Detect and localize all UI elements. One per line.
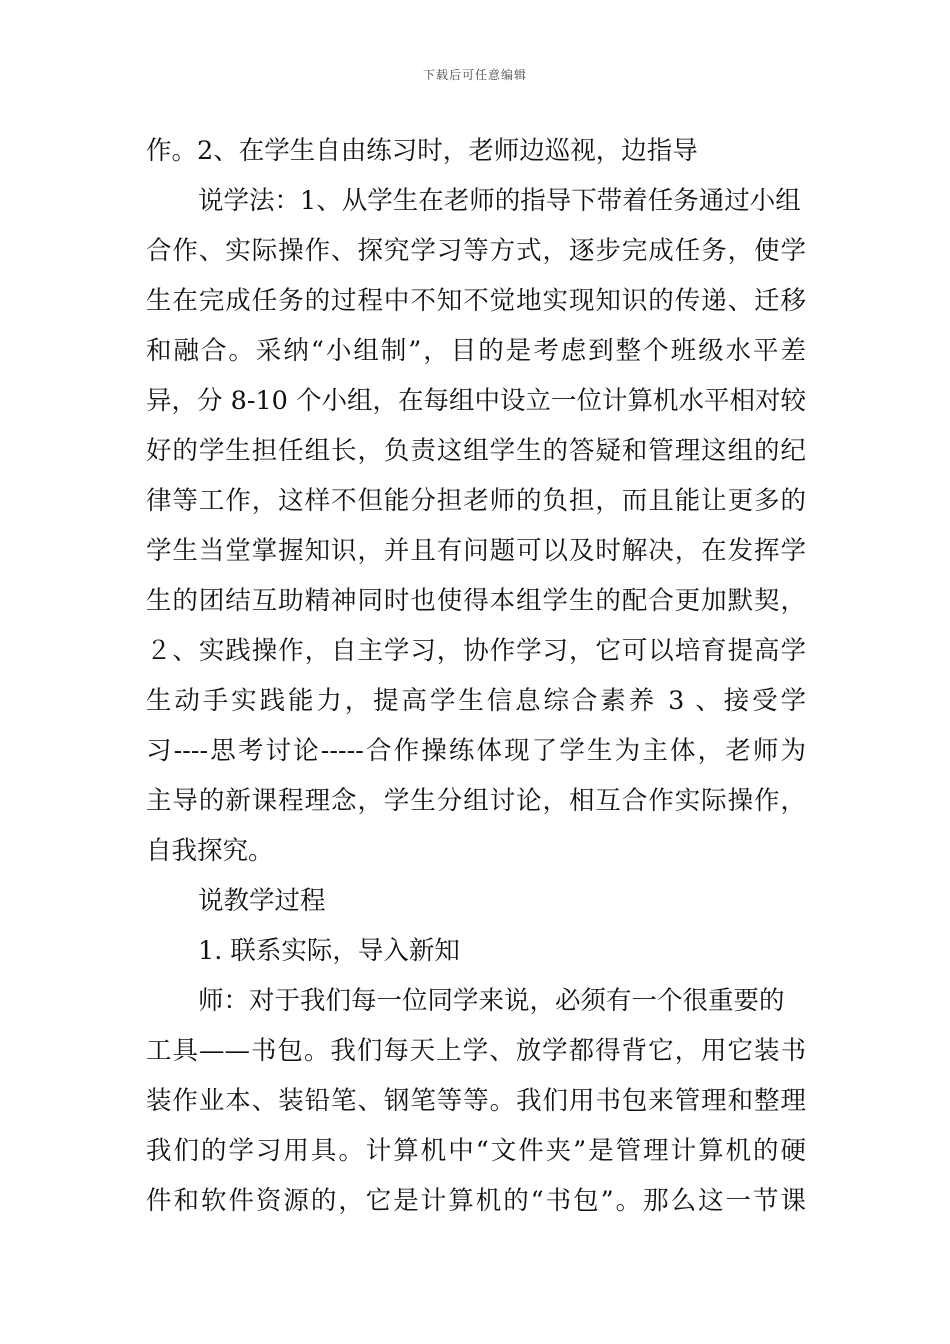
text-line: 生的团结互助精神同时也使得本组学生的配合更加默契， [146,586,806,616]
document-body [146,126,806,1226]
text-line: 生在完成任务的过程中不知不觉地实现知识的传递、迁移 [146,286,806,316]
text-line: 和融合。采纳“小组制”，目的是考虑到整个班级水平差 [146,336,806,366]
subsection-heading: 1. 联系实际，导入新知 [198,936,460,966]
text-line: 异，分 8-10 个小组，在每组中设立一位计算机水平相对较 [146,386,807,416]
text-line: ２、实践操作，自主学习，协作学习，它可以培育提高学 [146,636,806,666]
text-line: 好的学生担任组长，负责这组学生的答疑和管理这组的纪 [146,436,806,466]
section-heading: 说教学过程 [198,886,326,916]
text-line: 自我探究。 [146,836,274,866]
text-line: 说学法：1、从学生在老师的指导下带着任务通过小组 [198,186,801,216]
text-line: 习----思考讨论-----合作操练体现了学生为主体，老师为 [146,736,806,766]
text-line: 师：对于我们每一位同学来说，必须有一个很重要的 [198,986,785,1016]
text-line: 我们的学习用具。计算机中“文件夹”是管理计算机的硬 [146,1136,806,1166]
text-line: 合作、实际操作、探究学习等方式，逐步完成任务，使学 [146,236,806,266]
text-line: 作。2、在学生自由练习时，老师边巡视，边指导 [146,136,698,166]
text-line: 学生当堂掌握知识，并且有问题可以及时解决，在发挥学 [146,536,806,566]
text-line: 律等工作，这样不但能分担老师的负担，而且能让更多的 [146,486,806,516]
text-line: 件和软件资源的，它是计算机的“书包”。那么这一节课 [146,1186,806,1216]
text-line: 生动手实践能力，提高学生信息综合素养 3 、接受学 [146,686,806,716]
text-line: 装作业本、装铅笔、钢笔等等。我们用书包来管理和整理 [146,1086,806,1116]
text-line: 主导的新课程理念，学生分组讨论，相互合作实际操作， [146,786,806,816]
page-header: 下载后可任意编辑 [422,68,527,82]
text-line: 工具——书包。我们每天上学、放学都得背它，用它装书 [146,1036,806,1066]
